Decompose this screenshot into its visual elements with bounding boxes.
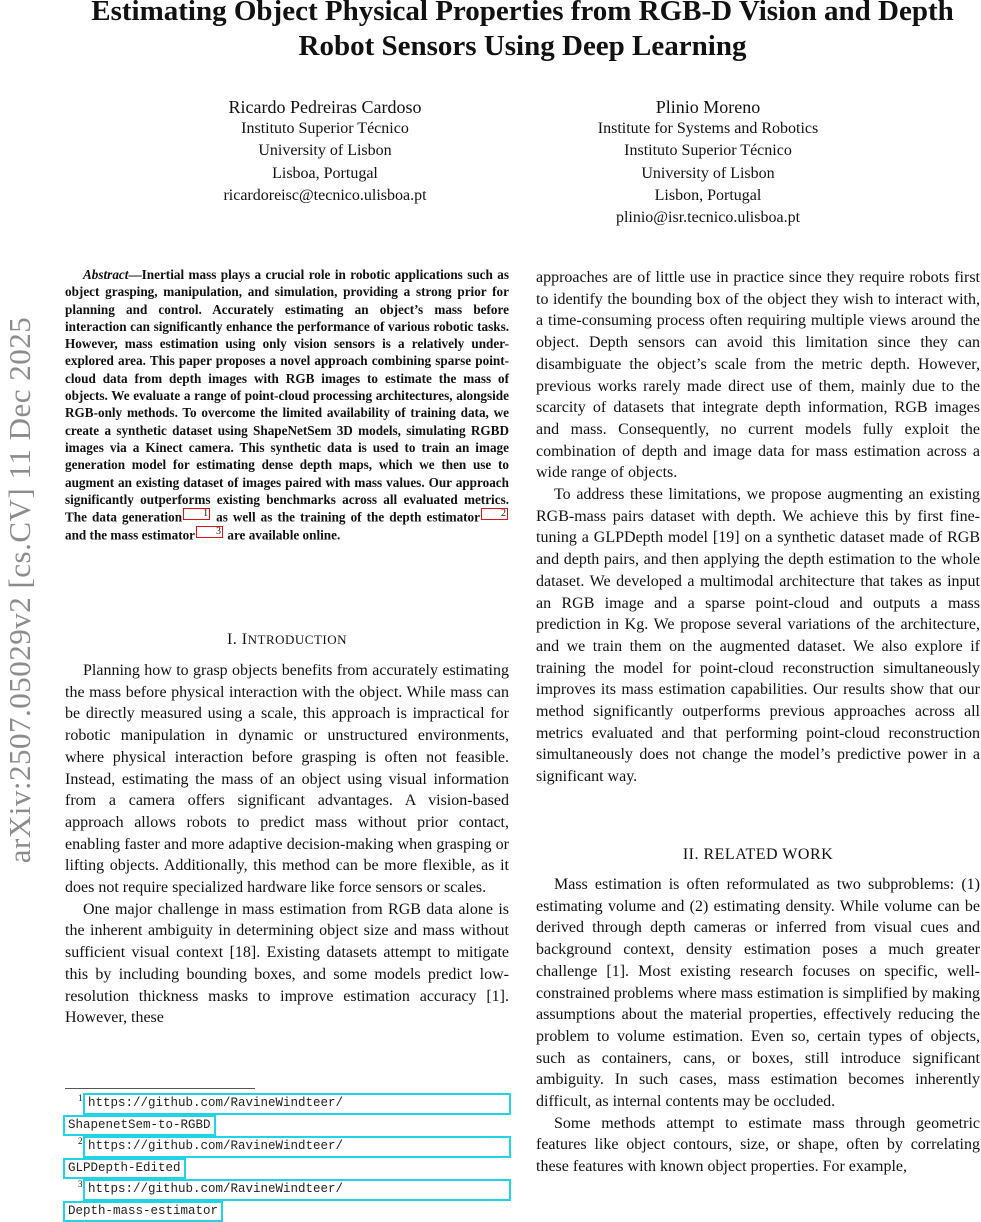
footnote-ref-2[interactable]: 2 <box>481 508 508 520</box>
introduction-body <box>65 660 509 1029</box>
arxiv-watermark: arXiv:2507.05029v2 [cs.CV] 11 Dec 2025 <box>0 280 40 900</box>
paragraph: approaches are of little use in practice since they require robots first to identify the bounding box of the object they wish to interact with, a time-consuming process often requiring multiple views around the object. Depth sensors can avoid this limitation since they can disambiguate the object’s scale from the metric depth. However, previous works rarely made direct use of them, mainly due to the scarcity of datasets that integrate depth information, RGB images and mass. Consequently, no current models fully exploit the combination of depth and image data for mass estimation across a wide range of objects. <box>536 267 980 484</box>
footnote-ref-3[interactable]: 3 <box>196 526 223 538</box>
abstract-lead: Abstract <box>83 267 128 282</box>
introduction-continued <box>536 267 980 788</box>
paragraph: Planning how to grasp objects benefits from accurately estimating the mass before physical interaction with the object. While mass can be directly measured using a scale, this approach is impractical for robotic manipulation in dynamic or unstructured environments, where physical interaction before grasping is often not feasible. Instead, estimating the mass of an object using visual information from a camera offers significant advantages. A vision-based approach allows robots to predict mass without prior contact, enabling faster and more adaptive decision-making when grasping or lifting objects. Additionally, this method can be more flexible, as it does not require specialized hardware like force sensors or scales. <box>65 660 509 899</box>
footnotes <box>63 1093 511 1222</box>
paragraph: Some methods attempt to estimate mass through geometric features like object contours, size, or shape, often by correlating these features with known object properties. For example, <box>536 1113 980 1178</box>
author-affiliation: University of Lisbon <box>180 140 470 162</box>
footnote-ref-1[interactable]: 1 <box>183 508 210 520</box>
section-heading-introduction: I. INTRODUCTION <box>65 629 509 651</box>
title-line-1: Estimating Object Physical Properties from RGB-D Vision and Depth <box>91 0 953 27</box>
author-block-2 <box>548 95 868 229</box>
author-affiliation: Institute for Systems and Robotics <box>548 118 868 140</box>
abstract-text: Inertial mass plays a crucial role in robotic applications such as object grasping, manipulation, and simulation, providing a strong prior for planning and control. Accurately estimating an object’s mass before interaction can significantly enhance the performance of various robotic tasks. However, mass estimation using only vision sensors is a relatively under-explored area. This paper proposes a novel approach combining sparse point-cloud data from depth images with RGB images to estimate the mass of objects. We evaluate a range of point-cloud processing architectures, alongside RGB-only methods. To overcome the limited availability of training data, we create a synthetic dataset using ShapeNetSem 3D models, simulating RGBD images via a Kinect camera. This synthetic data is used to train an image generation model for estimating dense depth maps, which we then use to augment an existing dataset of images paired with mass values. Our approach significantly outperforms existing benchmarks across all evaluated metrics. The data generation <box>65 267 509 525</box>
paragraph: To address these limitations, we propose augmenting an existing RGB-mass pairs dataset with depth. We achieve this by first fine-tuning a GLPDepth model [19] on a synthetic dataset made of RGB and depth pairs, and then applying the depth estimation to the whole dataset. We developed a multimodal architecture that takes as input an RGB image and a sparse point-cloud and outputs a mass prediction in Kg. We propose several variations of the architecture, and we train them on the augmented dataset. We also explore if training the model for point-cloud reconstruction simultaneously improves its mass estimation capabilities. Our results show that our method significantly outperforms previous approaches across all metrics evaluated and that performing point-cloud reconstruction simultaneously does not change the model’s predictive power in a significant way. <box>536 484 980 788</box>
section-heading-related-work: II. RELATED WORK <box>536 844 980 866</box>
footnote-number: 1 <box>78 1090 83 1108</box>
footnote-link-line[interactable]: https://github.com/RavineWindteer/ <box>83 1093 511 1115</box>
footnote-divider <box>65 1088 255 1089</box>
footnote-link-line[interactable]: Depth-mass-estimator <box>63 1201 223 1222</box>
abstract <box>65 266 509 544</box>
related-work-body <box>536 874 980 1178</box>
paragraph: Mass estimation is often reformulated as two subproblems: (1) estimating volume and (2) estimating density. While volume can be derived through depth cameras or inferred from visual cues and background context, density estimation poses a much greater challenge [1]. Most existing research focuses on specific, well-constrained problems where mass estimation is simplified by making assumptions about the material properties, effectively reducing the problem to volume estimation. Even so, certain types of objects, such as containers, cans, or boxes, still introduce significant ambiguity. In such cases, mass estimation becomes inherently difficult, as internal contents may be occluded. <box>536 874 980 1113</box>
abstract-text: as well as the training of the depth estimator <box>211 510 480 525</box>
author-name: Plinio Moreno <box>548 95 868 119</box>
footnote-number: 2 <box>78 1133 83 1151</box>
abstract-dash: — <box>128 267 141 282</box>
author-block-1 <box>180 95 470 207</box>
footnote-2 <box>63 1136 511 1179</box>
author-email: ricardoreisc@tecnico.ulisboa.pt <box>180 185 470 207</box>
author-affiliation: Lisboa, Portugal <box>180 163 470 185</box>
author-affiliation: Lisbon, Portugal <box>548 185 868 207</box>
footnote-1 <box>63 1093 511 1136</box>
footnote-link-line[interactable]: https://github.com/RavineWindteer/ <box>83 1136 511 1158</box>
author-affiliation: University of Lisbon <box>548 163 868 185</box>
footnote-link-line[interactable]: https://github.com/RavineWindteer/ <box>83 1179 511 1201</box>
footnote-number: 3 <box>78 1176 83 1194</box>
author-affiliation: Instituto Superior Técnico <box>180 118 470 140</box>
footnote-link-line[interactable]: GLPDepth-Edited <box>63 1158 186 1180</box>
author-affiliation: Instituto Superior Técnico <box>548 140 868 162</box>
footnote-3 <box>63 1179 511 1222</box>
paper-title <box>40 0 981 64</box>
footnote-link-line[interactable]: ShapenetSem-to-RGBD <box>63 1115 216 1137</box>
abstract-text: and the mass estimator <box>65 527 195 542</box>
author-email: plinio@isr.tecnico.ulisboa.pt <box>548 207 868 229</box>
abstract-text: are available online. <box>224 527 340 542</box>
title-line-2: Robot Sensors Using Deep Learning <box>299 30 747 62</box>
paragraph: One major challenge in mass estimation from RGB data alone is the inherent ambiguity in determining object size and mass without sufficient visual context [18]. Existing datasets attempt to mitigate this by including bounding boxes, and some models predict low-resolution thickness masks to improve estimation accuracy [1]. However, these <box>65 899 509 1029</box>
author-name: Ricardo Pedreiras Cardoso <box>180 95 470 119</box>
